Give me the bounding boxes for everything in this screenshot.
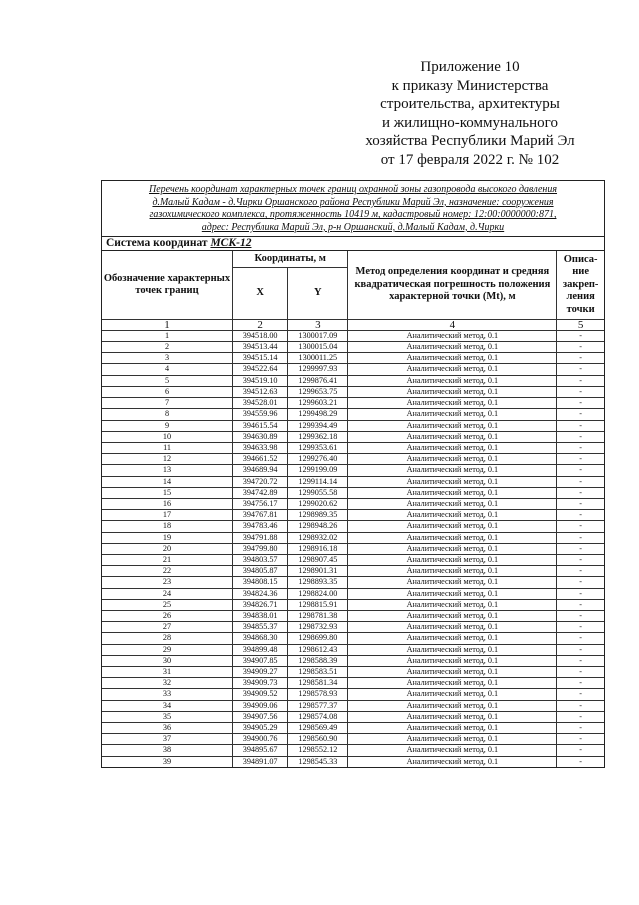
description-cell: - [557, 610, 604, 621]
method-cell: Аналитический метод, 0.1 [348, 622, 557, 633]
coord-y: 1299876.41 [288, 375, 348, 386]
coord-y: 1298732.93 [288, 622, 348, 633]
method-cell: Аналитический метод, 0.1 [348, 666, 557, 677]
method-cell: Аналитический метод, 0.1 [348, 342, 557, 353]
point-number: 26 [102, 610, 233, 621]
method-cell: Аналитический метод, 0.1 [348, 431, 557, 442]
point-number: 13 [102, 465, 233, 476]
header-line: хозяйства Республики Марий Эл [365, 133, 575, 150]
table-row [102, 678, 604, 689]
coord-y: 1298612.43 [288, 644, 348, 655]
description-cell: - [557, 510, 604, 521]
coord-y: 1298907.45 [288, 554, 348, 565]
description-cell: - [557, 722, 604, 733]
point-number: 9 [102, 420, 233, 431]
table-row [102, 510, 604, 521]
description-cell: - [557, 532, 604, 543]
method-cell: Аналитический метод, 0.1 [348, 745, 557, 756]
coordinate-system [102, 237, 604, 251]
header-coordinates: Координаты, м [233, 251, 348, 267]
coord-y: 1299394.49 [288, 420, 348, 431]
method-cell: Аналитический метод, 0.1 [348, 734, 557, 745]
coord-x: 394522.64 [233, 364, 288, 375]
coord-x: 394907.85 [233, 655, 288, 666]
description-cell: - [557, 330, 604, 341]
header-method: Метод определения координат и средняя квадратическая погрешность положения характерной точки (Mt), м [348, 251, 557, 319]
method-cell: Аналитический метод, 0.1 [348, 588, 557, 599]
description-cell: - [557, 476, 604, 487]
description-cell: - [557, 633, 604, 644]
description-cell: - [557, 386, 604, 397]
coord-x: 394630.89 [233, 431, 288, 442]
table-row [102, 487, 604, 498]
table-row [102, 689, 604, 700]
table-row [102, 431, 604, 442]
coord-y: 1299114.14 [288, 476, 348, 487]
coord-x: 394909.06 [233, 700, 288, 711]
point-number: 25 [102, 599, 233, 610]
description-cell: - [557, 711, 604, 722]
coord-x: 394633.98 [233, 442, 288, 453]
coord-x: 394899.48 [233, 644, 288, 655]
point-number: 31 [102, 666, 233, 677]
header-description: Описа-ние закреп-ления точки [557, 251, 604, 319]
point-number: 8 [102, 409, 233, 420]
point-number: 19 [102, 532, 233, 543]
coord-y: 1298545.33 [288, 756, 348, 767]
coord-y: 1298588.39 [288, 655, 348, 666]
coord-y: 1298916.18 [288, 543, 348, 554]
coordinates-table [102, 251, 604, 766]
description-cell: - [557, 554, 604, 565]
coord-x: 394783.46 [233, 521, 288, 532]
coord-x: 394891.07 [233, 756, 288, 767]
coord-x: 394513.44 [233, 342, 288, 353]
header-x: X [233, 267, 288, 319]
description-cell: - [557, 498, 604, 509]
method-cell: Аналитический метод, 0.1 [348, 644, 557, 655]
coord-x: 394838.01 [233, 610, 288, 621]
table-row [102, 330, 604, 341]
column-number: 4 [348, 319, 557, 330]
coord-x: 394559.96 [233, 409, 288, 420]
description-cell: - [557, 756, 604, 767]
coord-x: 394805.87 [233, 566, 288, 577]
table-row [102, 700, 604, 711]
coord-y: 1298932.02 [288, 532, 348, 543]
method-cell: Аналитический метод, 0.1 [348, 543, 557, 554]
coord-y: 1299020.62 [288, 498, 348, 509]
table-row [102, 532, 604, 543]
coord-y: 1299276.40 [288, 454, 348, 465]
method-cell: Аналитический метод, 0.1 [348, 689, 557, 700]
coord-x: 394909.52 [233, 689, 288, 700]
coord-y: 1298699.80 [288, 633, 348, 644]
header-line: строительства, архитектуры [380, 96, 560, 113]
coord-y: 1299353.61 [288, 442, 348, 453]
method-cell: Аналитический метод, 0.1 [348, 700, 557, 711]
appendix-header [330, 58, 610, 170]
coord-y: 1298583.51 [288, 666, 348, 677]
point-number: 33 [102, 689, 233, 700]
description-cell: - [557, 431, 604, 442]
point-number: 32 [102, 678, 233, 689]
table-row [102, 745, 604, 756]
description-cell: - [557, 442, 604, 453]
table-row [102, 398, 604, 409]
description-cell: - [557, 375, 604, 386]
coord-y: 1300015.04 [288, 342, 348, 353]
table-row [102, 610, 604, 621]
coord-y: 1298578.93 [288, 689, 348, 700]
description-cell: - [557, 700, 604, 711]
coord-x: 394661.52 [233, 454, 288, 465]
coord-x: 394742.89 [233, 487, 288, 498]
method-cell: Аналитический метод, 0.1 [348, 711, 557, 722]
table-row [102, 599, 604, 610]
point-number: 17 [102, 510, 233, 521]
description-cell: - [557, 588, 604, 599]
point-number: 4 [102, 364, 233, 375]
method-cell: Аналитический метод, 0.1 [348, 454, 557, 465]
table-row [102, 554, 604, 565]
method-cell: Аналитический метод, 0.1 [348, 566, 557, 577]
point-number: 34 [102, 700, 233, 711]
point-number: 36 [102, 722, 233, 733]
table-row [102, 622, 604, 633]
coord-y: 1298815.91 [288, 599, 348, 610]
coord-y: 1298989.35 [288, 510, 348, 521]
coord-x: 394895.67 [233, 745, 288, 756]
table-row [102, 655, 604, 666]
table-row [102, 454, 604, 465]
header-line: и жилищно-коммунального [382, 114, 558, 131]
table-row [102, 543, 604, 554]
coord-x: 394907.56 [233, 711, 288, 722]
description-cell: - [557, 577, 604, 588]
coord-x: 394826.71 [233, 599, 288, 610]
table-row [102, 375, 604, 386]
table-row [102, 644, 604, 655]
method-cell: Аналитический метод, 0.1 [348, 364, 557, 375]
title-line: Перечень координат характерных точек границ охранной зоны газопровода высокого давления [148, 184, 558, 195]
method-cell: Аналитический метод, 0.1 [348, 678, 557, 689]
method-cell: Аналитический метод, 0.1 [348, 353, 557, 364]
system-value: МСК-12 [210, 237, 252, 250]
table-row [102, 364, 604, 375]
method-cell: Аналитический метод, 0.1 [348, 610, 557, 621]
method-cell: Аналитический метод, 0.1 [348, 487, 557, 498]
method-cell: Аналитический метод, 0.1 [348, 655, 557, 666]
method-cell: Аналитический метод, 0.1 [348, 420, 557, 431]
description-cell: - [557, 655, 604, 666]
coordinates-document [101, 180, 605, 768]
coord-y: 1299498.29 [288, 409, 348, 420]
coord-x: 394868.30 [233, 633, 288, 644]
table-row [102, 353, 604, 364]
description-cell: - [557, 543, 604, 554]
description-cell: - [557, 678, 604, 689]
description-cell: - [557, 622, 604, 633]
coord-y: 1298901.31 [288, 566, 348, 577]
description-cell: - [557, 364, 604, 375]
coord-y: 1298560.90 [288, 734, 348, 745]
coord-y: 1300011.25 [288, 353, 348, 364]
coord-x: 394767.81 [233, 510, 288, 521]
coord-x: 394519.10 [233, 375, 288, 386]
method-cell: Аналитический метод, 0.1 [348, 476, 557, 487]
point-number: 21 [102, 554, 233, 565]
method-cell: Аналитический метод, 0.1 [348, 756, 557, 767]
point-number: 28 [102, 633, 233, 644]
description-cell: - [557, 353, 604, 364]
coord-x: 394909.27 [233, 666, 288, 677]
coord-y: 1298552.12 [288, 745, 348, 756]
coord-x: 394855.37 [233, 622, 288, 633]
point-number: 15 [102, 487, 233, 498]
point-number: 1 [102, 330, 233, 341]
table-row [102, 465, 604, 476]
coord-x: 394515.14 [233, 353, 288, 364]
method-cell: Аналитический метод, 0.1 [348, 375, 557, 386]
document-title [102, 181, 604, 237]
point-number: 11 [102, 442, 233, 453]
coord-y: 1298948.26 [288, 521, 348, 532]
coord-x: 394615.54 [233, 420, 288, 431]
column-numbers-row [102, 319, 604, 330]
method-cell: Аналитический метод, 0.1 [348, 386, 557, 397]
point-number: 12 [102, 454, 233, 465]
point-number: 37 [102, 734, 233, 745]
header-point: Обозначение характерных точек границ [102, 251, 233, 319]
table-row [102, 409, 604, 420]
point-number: 3 [102, 353, 233, 364]
title-line: д.Малый Кадам - д.Чирки Оршанского района Республики Марий Эл, назначение: сооружения [152, 196, 554, 208]
coord-y: 1298824.00 [288, 588, 348, 599]
method-cell: Аналитический метод, 0.1 [348, 442, 557, 453]
point-number: 22 [102, 566, 233, 577]
point-number: 2 [102, 342, 233, 353]
header-line: от 17 февраля 2022 г. № 102 [380, 151, 560, 168]
method-cell: Аналитический метод, 0.1 [348, 330, 557, 341]
point-number: 29 [102, 644, 233, 655]
header-line: Приложение 10 [420, 59, 520, 75]
description-cell: - [557, 734, 604, 745]
point-number: 18 [102, 521, 233, 532]
table-row [102, 666, 604, 677]
column-number: 1 [102, 319, 233, 330]
point-number: 39 [102, 756, 233, 767]
coord-y: 1298574.08 [288, 711, 348, 722]
point-number: 20 [102, 543, 233, 554]
table-row [102, 633, 604, 644]
method-cell: Аналитический метод, 0.1 [348, 554, 557, 565]
description-cell: - [557, 398, 604, 409]
method-cell: Аналитический метод, 0.1 [348, 510, 557, 521]
description-cell: - [557, 745, 604, 756]
table-body [102, 330, 604, 766]
coord-y: 1299653.75 [288, 386, 348, 397]
method-cell: Аналитический метод, 0.1 [348, 633, 557, 644]
point-number: 10 [102, 431, 233, 442]
coord-y: 1298781.38 [288, 610, 348, 621]
description-cell: - [557, 342, 604, 353]
table-row [102, 498, 604, 509]
point-number: 35 [102, 711, 233, 722]
coord-y: 1298581.34 [288, 678, 348, 689]
coord-x: 394905.29 [233, 722, 288, 733]
title-line: газохимического комплекса, протяженность 10419 м, кадастровый номер: 12:00:0000000:871, [149, 209, 557, 221]
method-cell: Аналитический метод, 0.1 [348, 577, 557, 588]
coord-x: 394909.73 [233, 678, 288, 689]
point-number: 5 [102, 375, 233, 386]
coord-y: 1298577.37 [288, 700, 348, 711]
point-number: 16 [102, 498, 233, 509]
header-y: Y [288, 267, 348, 319]
title-line: адрес: Республика Марий Эл, р-н Оршанский, д.Малый Кадам, д.Чирки [201, 221, 505, 233]
coord-y: 1299199.09 [288, 465, 348, 476]
coord-x: 394808.15 [233, 577, 288, 588]
description-cell: - [557, 465, 604, 476]
point-number: 24 [102, 588, 233, 599]
coord-y: 1300017.09 [288, 330, 348, 341]
table-row [102, 420, 604, 431]
table-row [102, 577, 604, 588]
coord-x: 394689.94 [233, 465, 288, 476]
description-cell: - [557, 420, 604, 431]
coord-x: 394900.76 [233, 734, 288, 745]
coord-y: 1298893.35 [288, 577, 348, 588]
coord-y: 1299997.93 [288, 364, 348, 375]
table-row [102, 386, 604, 397]
point-number: 27 [102, 622, 233, 633]
coord-x: 394799.80 [233, 543, 288, 554]
description-cell: - [557, 666, 604, 677]
method-cell: Аналитический метод, 0.1 [348, 599, 557, 610]
description-cell: - [557, 566, 604, 577]
method-cell: Аналитический метод, 0.1 [348, 532, 557, 543]
method-cell: Аналитический метод, 0.1 [348, 722, 557, 733]
table-row [102, 521, 604, 532]
table-row [102, 476, 604, 487]
coord-x: 394528.01 [233, 398, 288, 409]
point-number: 7 [102, 398, 233, 409]
point-number: 23 [102, 577, 233, 588]
method-cell: Аналитический метод, 0.1 [348, 521, 557, 532]
table-row [102, 711, 604, 722]
coord-x: 394720.72 [233, 476, 288, 487]
column-number: 3 [288, 319, 348, 330]
point-number: 6 [102, 386, 233, 397]
header-line: к приказу Министерства [391, 77, 549, 94]
description-cell: - [557, 409, 604, 420]
coord-x: 394756.17 [233, 498, 288, 509]
coord-y: 1299362.18 [288, 431, 348, 442]
description-cell: - [557, 454, 604, 465]
description-cell: - [557, 689, 604, 700]
description-cell: - [557, 521, 604, 532]
coord-y: 1299603.21 [288, 398, 348, 409]
point-number: 30 [102, 655, 233, 666]
point-number: 38 [102, 745, 233, 756]
table-row [102, 442, 604, 453]
table-row [102, 756, 604, 767]
column-number: 2 [233, 319, 288, 330]
column-number: 5 [557, 319, 604, 330]
description-cell: - [557, 599, 604, 610]
table-row [102, 734, 604, 745]
method-cell: Аналитический метод, 0.1 [348, 409, 557, 420]
coord-x: 394824.36 [233, 588, 288, 599]
coord-x: 394512.63 [233, 386, 288, 397]
table-row [102, 566, 604, 577]
description-cell: - [557, 644, 604, 655]
method-cell: Аналитический метод, 0.1 [348, 465, 557, 476]
method-cell: Аналитический метод, 0.1 [348, 398, 557, 409]
table-row [102, 722, 604, 733]
coord-x: 394791.88 [233, 532, 288, 543]
table-row [102, 588, 604, 599]
description-cell: - [557, 487, 604, 498]
coord-x: 394803.57 [233, 554, 288, 565]
coord-y: 1299055.58 [288, 487, 348, 498]
system-label: Система координат [106, 237, 208, 250]
point-number: 14 [102, 476, 233, 487]
coord-x: 394518.00 [233, 330, 288, 341]
coord-y: 1298569.49 [288, 722, 348, 733]
method-cell: Аналитический метод, 0.1 [348, 498, 557, 509]
table-row [102, 342, 604, 353]
